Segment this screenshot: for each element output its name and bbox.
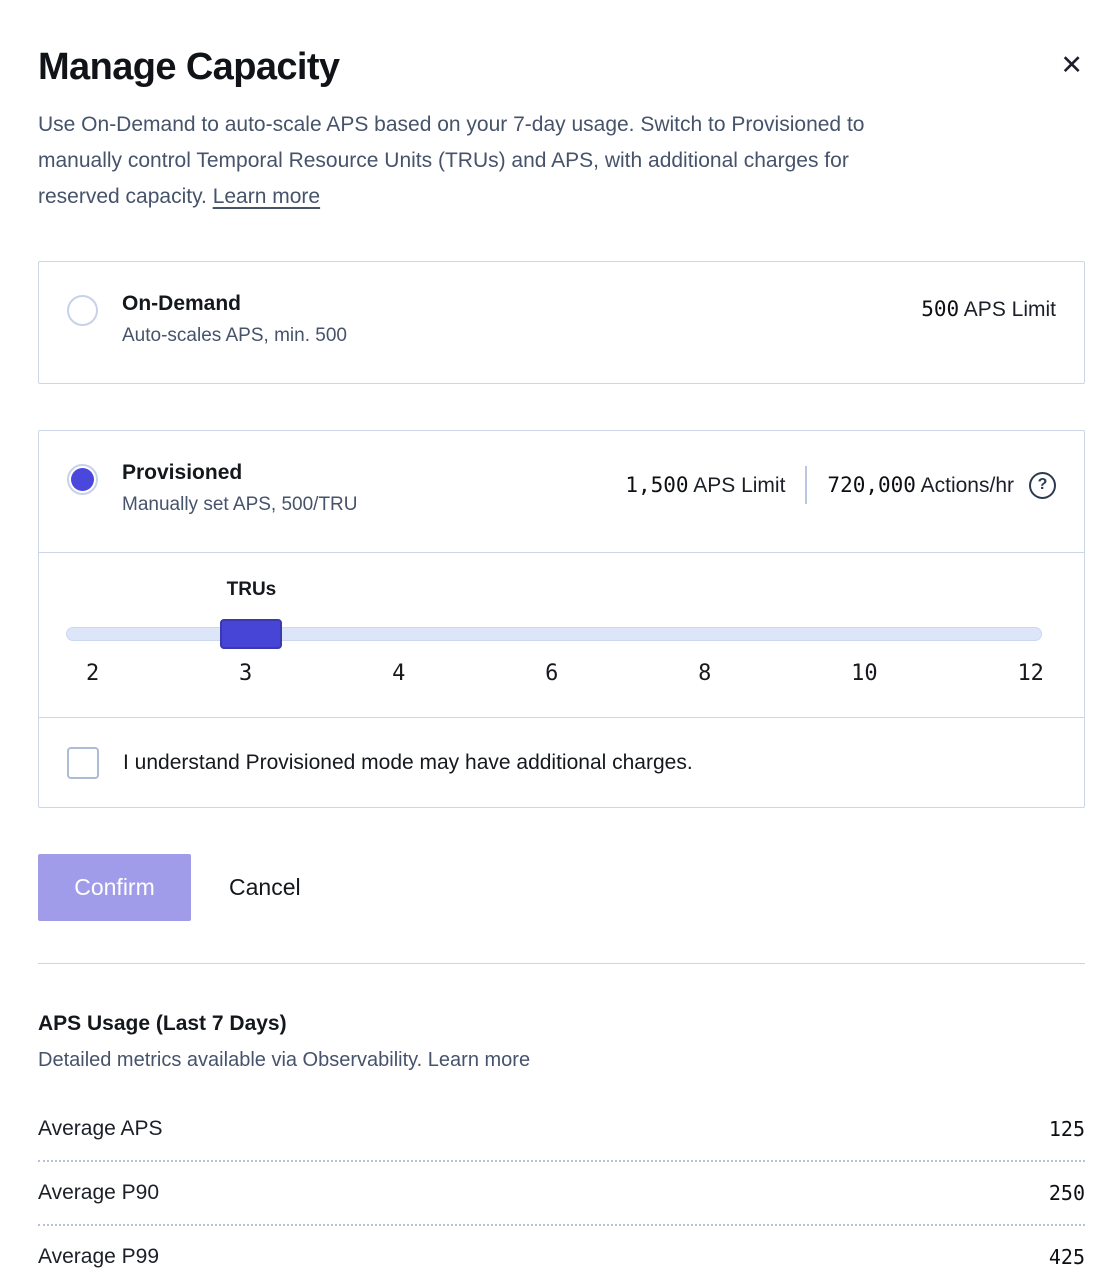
metric-value-average-p99: 425 <box>1048 1245 1085 1269</box>
tick-12: 12 <box>1017 661 1044 686</box>
on-demand-radio[interactable] <box>67 295 98 326</box>
tru-slider-section <box>39 552 1084 717</box>
metric-label-average-p99: Average P99 <box>38 1245 160 1268</box>
modal-header <box>38 46 1085 89</box>
tick-8: 8 <box>698 661 712 686</box>
provisioned-radio[interactable] <box>67 464 98 495</box>
tick-3: 3 <box>239 661 253 686</box>
modal-description <box>38 107 1085 215</box>
on-demand-label: On-Demand <box>122 292 242 315</box>
on-demand-text <box>122 292 921 347</box>
on-demand-aps-suffix: APS Limit <box>959 298 1056 321</box>
provisioned-stats <box>625 466 1056 504</box>
tick-6: 6 <box>545 661 559 686</box>
provisioned-label: Provisioned <box>122 461 243 484</box>
tru-slider-handle[interactable] <box>220 619 282 649</box>
metric-label-average-aps: Average APS <box>38 1117 163 1140</box>
on-demand-option-row <box>39 262 1084 383</box>
on-demand-stats <box>921 297 1056 322</box>
on-demand-card[interactable] <box>38 261 1085 384</box>
description-line-3 <box>38 179 1085 215</box>
usage-metrics-table <box>38 1098 1085 1274</box>
metric-value-average-aps: 125 <box>1048 1117 1085 1141</box>
metric-label-average-p90: Average P90 <box>38 1181 160 1204</box>
tru-slider-label: TRUs <box>226 579 277 600</box>
provisioned-card <box>38 430 1085 808</box>
usage-subtitle <box>38 1049 1085 1072</box>
table-row <box>38 1226 1085 1274</box>
provisioned-text <box>122 461 625 516</box>
provisioned-aps-limit <box>625 473 785 498</box>
acknowledge-section <box>39 717 1084 807</box>
provisioned-actions-rate <box>827 473 1014 498</box>
provisioned-option-row[interactable] <box>39 431 1084 552</box>
metric-value-average-p90: 250 <box>1048 1181 1085 1205</box>
close-icon[interactable]: ✕ <box>1058 46 1085 85</box>
cancel-button[interactable]: Cancel <box>229 874 301 900</box>
section-divider <box>38 963 1085 964</box>
confirm-button[interactable]: Confirm <box>38 854 191 921</box>
tru-slider-ticks <box>86 661 1044 686</box>
provisioned-actions-suffix: Actions/hr <box>915 473 1014 497</box>
provisioned-aps-suffix: APS Limit <box>688 473 786 497</box>
action-buttons <box>38 854 1085 921</box>
tick-4: 4 <box>392 661 406 686</box>
usage-subtitle-text: Detailed metrics available via Observability. <box>38 1049 423 1071</box>
acknowledge-label: I understand Provisioned mode may have additional charges. <box>123 750 693 774</box>
learn-more-link[interactable]: Learn more <box>212 185 321 208</box>
tick-10: 10 <box>851 661 878 686</box>
stats-vertical-divider <box>805 466 807 504</box>
help-icon[interactable]: ? <box>1029 472 1056 499</box>
description-line-1: Use On-Demand to auto-scale APS based on your 7-day usage. Switch to Provisioned to <box>38 113 865 136</box>
provisioned-subtitle: Manually set APS, 500/TRU <box>122 494 358 515</box>
description-line-2: manually control Temporal Resource Units (TRUs) and APS, with additional charges for <box>38 149 849 172</box>
aps-usage-section <box>38 1012 1085 1274</box>
on-demand-aps-limit <box>921 297 1056 322</box>
acknowledge-checkbox[interactable] <box>67 747 99 779</box>
tru-slider-track[interactable] <box>66 627 1042 641</box>
on-demand-subtitle: Auto-scales APS, min. 500 <box>122 325 347 346</box>
usage-learn-more-link[interactable]: Learn more <box>427 1049 531 1071</box>
table-row <box>38 1162 1085 1226</box>
tru-slider <box>66 579 1042 649</box>
usage-title: APS Usage (Last 7 Days) <box>38 1012 287 1035</box>
description-line-3-text: reserved capacity. <box>38 185 207 208</box>
tick-2: 2 <box>86 661 100 686</box>
on-demand-aps-value: 500 <box>921 297 960 321</box>
provisioned-actions-value: 720,000 <box>827 472 916 497</box>
page-title: Manage Capacity <box>38 46 340 88</box>
provisioned-aps-value: 1,500 <box>625 472 689 497</box>
table-row <box>38 1098 1085 1162</box>
